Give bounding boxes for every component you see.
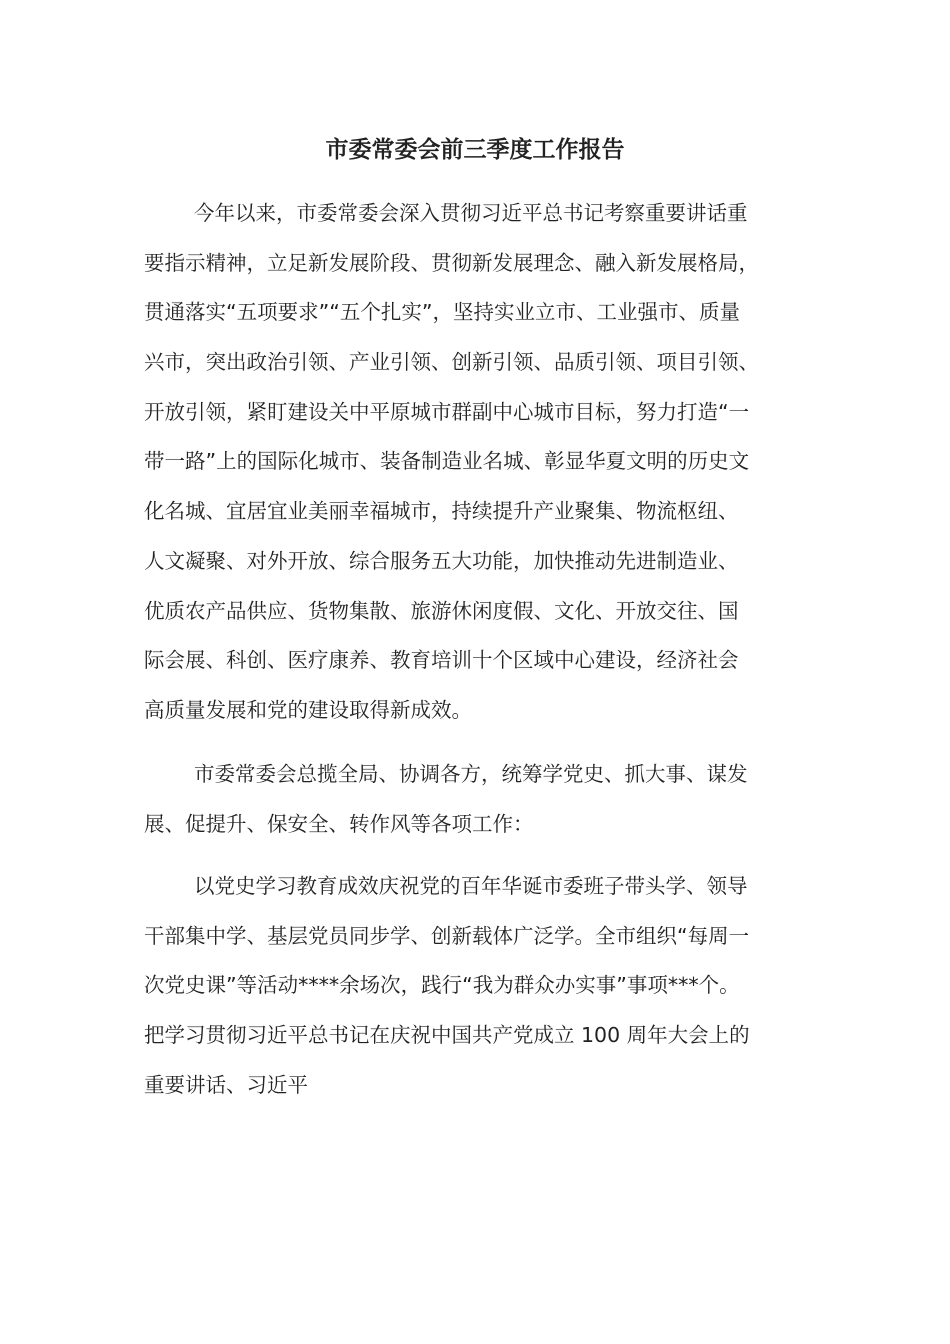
paragraph-line: 次党史课”等活动****余场次，践行“我为群众办实事”事项***个。 bbox=[144, 973, 740, 998]
paragraph-line: 化名城、宜居宜业美丽幸福城市，持续提升产业聚集、物流枢纽、 bbox=[144, 499, 739, 524]
paragraph-line: 高质量发展和党的建设取得新成效。 bbox=[144, 697, 472, 722]
paragraph-line: 今年以来，市委常委会深入贯彻习近平总书记考察重要讲话重 bbox=[194, 201, 748, 225]
paragraph-line: 贯通落实“五项要求”“五个扎实”，坚持实业立市、工业强市、质量 bbox=[144, 300, 740, 325]
paragraph-line: 带一路”上的国际化城市、装备制造业名城、彰显华夏文明的历史文 bbox=[144, 449, 750, 474]
document-title: 市委常委会前三季度工作报告 bbox=[325, 137, 625, 163]
paragraph-party-history bbox=[144, 862, 806, 1110]
paragraph-line: 干部集中学、基层党员同步学、创新载体广泛学。全市组织“每周一 bbox=[144, 923, 750, 948]
paragraph-line: 把学习贯彻习近平总书记在庆祝中国共产党成立 100 周年大会上的 bbox=[144, 1023, 750, 1048]
paragraph-line: 开放引领，紧盯建设关中平原城市群副中心城市目标，努力打造“一 bbox=[144, 399, 750, 424]
paragraph-line: 要指示精神，立足新发展阶段、贯彻新发展理念、融入新发展格局， bbox=[144, 250, 759, 275]
paragraph-line: 人文凝聚、对外开放、综合服务五大功能，加快推动先进制造业、 bbox=[144, 548, 739, 573]
paragraph-line: 兴市，突出政治引领、产业引领、创新引领、品质引领、项目引领、 bbox=[144, 350, 759, 375]
paragraph-line: 展、促提升、保安全、转作风等各项工作： bbox=[144, 811, 534, 836]
paragraph-overview bbox=[144, 750, 806, 849]
paragraph-line: 重要讲话、习近平 bbox=[144, 1072, 308, 1097]
paragraph-intro bbox=[144, 189, 806, 736]
paragraph-line: 优质农产品供应、货物集散、旅游休闲度假、文化、开放交往、国 bbox=[144, 598, 739, 623]
paragraph-line: 市委常委会总揽全局、协调各方，统筹学党史、抓大事、谋发 bbox=[194, 762, 748, 786]
paragraph-line: 以党史学习教育成效庆祝党的百年华诞市委班子带头学、领导 bbox=[194, 874, 748, 898]
paragraph-line: 际会展、科创、医疗康养、教育培训十个区域中心建设，经济社会 bbox=[144, 648, 739, 673]
